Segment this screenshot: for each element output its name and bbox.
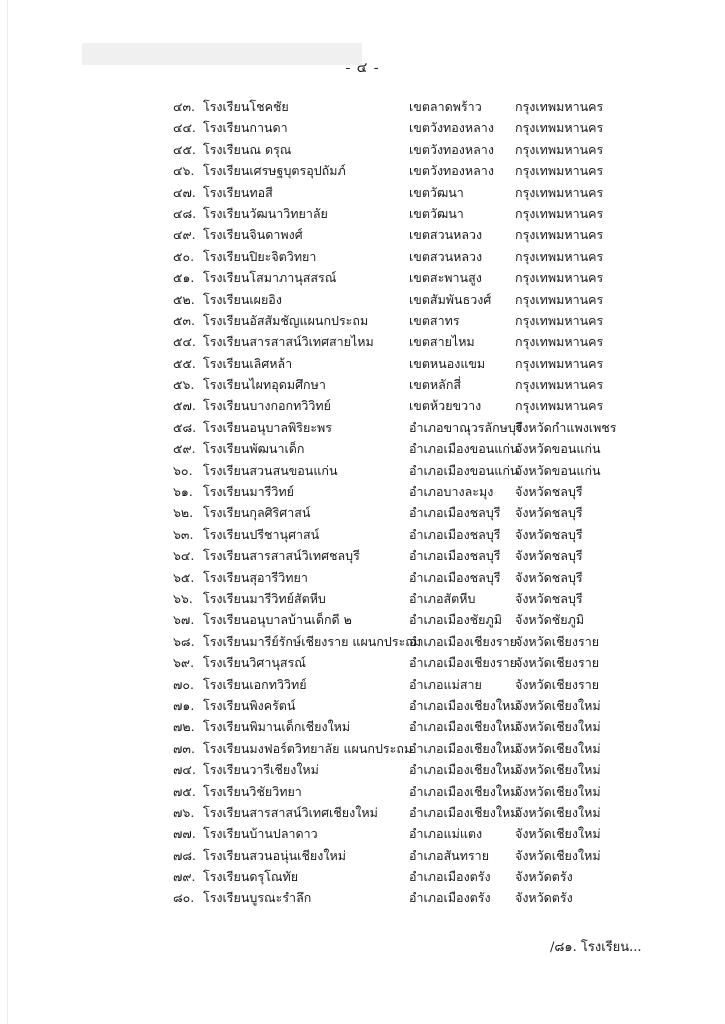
district-name: เขตวัฒนา: [409, 184, 464, 200]
item-number: ๕๕.: [173, 355, 196, 371]
school-name: โรงเรียนปรีชานุศาสน์: [203, 526, 320, 542]
school-list: [173, 96, 643, 909]
list-item: [173, 567, 643, 588]
school-name: โรงเรียนเผยอิง: [203, 291, 282, 307]
list-item: [173, 331, 643, 352]
item-number: ๖๙.: [173, 655, 195, 671]
list-item: [173, 887, 643, 908]
province-name: กรุงเทพมหานคร: [515, 398, 604, 414]
province-name: กรุงเทพมหานคร: [515, 291, 604, 307]
list-item: [173, 395, 643, 416]
province-name: จังหวัดเชียงใหม่: [515, 740, 601, 756]
item-number: ๖๕.: [173, 569, 195, 585]
district-name: เขตหลักสี่: [409, 377, 462, 393]
item-number: ๔๓.: [173, 99, 195, 114]
province-name: จังหวัดชลบุรี: [515, 505, 583, 521]
province-name: จังหวัดเชียงราย: [515, 655, 600, 671]
item-number: ๗๙.: [173, 869, 196, 885]
province-name: กรุงเทพมหานคร: [515, 184, 604, 200]
item-number: ๕๖.: [173, 377, 195, 393]
province-name: จังหวัดชลบุรี: [515, 590, 583, 606]
item-number: ๕๒.: [173, 291, 195, 307]
district-name: อำเภอเมืองชลบุรี: [409, 569, 501, 585]
province-name: จังหวัดเชียงใหม่: [515, 804, 601, 820]
school-name: โรงเรียนจินดาพงศ์: [203, 227, 303, 243]
item-number: ๗๕.: [173, 783, 196, 799]
province-name: กรุงเทพมหานคร: [515, 163, 604, 179]
district-name: อำเภอเมืองเชียงใหม่: [409, 697, 519, 713]
school-name: โรงเรียนสารสาสน์วิเทศสายไหม: [203, 334, 374, 350]
school-name: โรงเรียนอัสสัมชัญแผนกประถม: [203, 312, 369, 328]
province-name: จังหวัดชลบุรี: [515, 526, 583, 542]
list-item: [173, 353, 643, 374]
item-number: ๖๓.: [173, 526, 194, 542]
item-number: ๗๐.: [173, 676, 195, 692]
list-item: [173, 823, 643, 844]
school-name: โรงเรียนบ้านปลาดาว: [203, 826, 318, 842]
district-name: อำเภอเมืองเชียงใหม่: [409, 740, 519, 756]
list-item: [173, 438, 643, 459]
district-name: เขตวังทองหลาง: [409, 120, 494, 136]
item-number: ๖๖.: [173, 590, 193, 606]
school-name: โรงเรียนบางกอกทวิวิทย์: [203, 398, 331, 414]
item-number: ๕๔.: [173, 334, 196, 350]
province-name: กรุงเทพมหานคร: [515, 334, 604, 350]
school-name: โรงเรียนมารีย์รักษ์เชียงราย แผนกประถม: [203, 633, 422, 649]
district-name: เขตวังทองหลาง: [409, 163, 494, 179]
item-number: ๗๓.: [173, 740, 195, 756]
school-name: โรงเรียนสวนสนขอนแก่น: [203, 462, 338, 478]
item-number: ๗๒.: [173, 719, 195, 735]
item-number: ๗๖.: [173, 804, 195, 820]
district-name: อำเภอสันทราย: [409, 847, 490, 863]
school-name: โรงเรียนสารสาสน์วิเทศเชียงใหม่: [203, 804, 378, 820]
province-name: จังหวัดเชียงใหม่: [515, 783, 601, 799]
item-number: ๔๘.: [173, 205, 197, 221]
continuation-footer: /๘๑. โรงเรียน...: [550, 940, 642, 955]
district-name: อำเภอแม่สาย: [409, 676, 482, 692]
district-name: อำเภอเมืองเชียงใหม่: [409, 804, 519, 820]
district-name: อำเภอสัตหีบ: [409, 590, 476, 606]
school-name: โรงเรียนกานดา: [203, 120, 288, 136]
school-name: โรงเรียนอนุบาลพิริยะพร: [203, 419, 332, 435]
school-name: โรงเรียนวารีเชียงใหม่: [203, 762, 319, 778]
district-name: เขตวังทองหลาง: [409, 141, 494, 157]
district-name: เขตสัมพันธวงศ์: [409, 291, 492, 307]
list-item: [173, 759, 643, 780]
school-name: โรงเรียนวิศานุสรณ์: [203, 655, 306, 671]
list-item: [173, 545, 643, 566]
province-name: กรุงเทพมหานคร: [515, 248, 604, 264]
district-name: อำเภอเมืองตรัง: [409, 890, 491, 906]
school-name: โรงเรียนมงฟอร์ตวิทยาลัย แผนกประถม: [203, 740, 413, 756]
item-number: ๖๑.: [173, 484, 193, 500]
school-name: โรงเรียนโสมาภานุสสรณ์: [203, 270, 337, 286]
item-number: ๔๔.: [173, 120, 196, 136]
item-number: ๗๑.: [173, 697, 195, 713]
province-name: จังหวัดชลบุรี: [515, 569, 583, 585]
item-number: ๗๔.: [173, 762, 196, 778]
province-name: กรุงเทพมหานคร: [515, 205, 604, 221]
district-name: อำเภอเมืองชลบุรี: [409, 548, 501, 564]
item-number: ๔๖.: [173, 163, 195, 179]
list-item: [173, 674, 643, 695]
province-name: กรุงเทพมหานคร: [515, 355, 604, 371]
item-number: ๕๑.: [173, 270, 195, 286]
item-number: ๗๗.: [173, 826, 196, 842]
list-item: [173, 781, 643, 802]
list-item: [173, 631, 643, 652]
district-name: อำเภอเมืองขอนแก่น: [409, 462, 519, 478]
province-name: กรุงเทพมหานคร: [515, 377, 604, 393]
district-name: เขตสายไหม: [409, 334, 475, 350]
page-number: - ๔ -: [345, 60, 380, 76]
school-name: โรงเรียนเลิศหล้า: [203, 355, 293, 371]
province-name: จังหวัดเชียงราย: [515, 633, 600, 649]
district-name: อำเภอเมืองเชียงใหม่: [409, 762, 519, 778]
province-name: จังหวัดขอนแก่น: [515, 462, 601, 478]
province-name: จังหวัดเชียงใหม่: [515, 847, 601, 863]
list-item: [173, 224, 643, 245]
item-number: ๖๘.: [173, 633, 195, 649]
school-name: โรงเรียนไผทอุดมศึกษา: [203, 377, 326, 393]
school-name: โรงเรียนบูรณะรำลึก: [203, 890, 312, 906]
province-name: จังหวัดชลบุรี: [515, 484, 583, 500]
school-name: โรงเรียนพิงครัตน์: [203, 697, 296, 713]
district-name: เขตห้วยขวาง: [409, 398, 482, 414]
list-item: [173, 182, 643, 203]
school-name: โรงเรียนณ ดรุณ: [203, 141, 292, 157]
school-name: โรงเรียนพิมานเด็กเชียงใหม่: [203, 719, 351, 735]
district-name: เขตสะพานสูง: [409, 270, 482, 286]
province-name: กรุงเทพมหานคร: [515, 120, 604, 136]
district-name: อำเภอเมืองเชียงราย: [409, 655, 517, 671]
list-item: [173, 117, 643, 138]
school-name: โรงเรียนสุอารีวิทยา: [203, 569, 308, 585]
item-number: ๕๓.: [173, 312, 195, 328]
school-name: โรงเรียนอนุบาลบ้านเด็กดี ๒: [203, 612, 352, 628]
province-name: จังหวัดกำแพงเพชร: [515, 419, 617, 435]
item-number: ๘๐.: [173, 890, 195, 906]
school-name: โรงเรียนดรุโณทัย: [203, 869, 299, 885]
district-name: เขตสาทร: [409, 312, 460, 328]
list-item: [173, 481, 643, 502]
list-item: [173, 716, 643, 737]
item-number: ๗๘.: [173, 847, 197, 863]
list-item: [173, 139, 643, 160]
item-number: ๔๗.: [173, 184, 196, 200]
item-number: ๕๘.: [173, 419, 197, 435]
province-name: กรุงเทพมหานคร: [515, 270, 604, 286]
province-name: กรุงเทพมหานคร: [515, 99, 604, 114]
school-name: โรงเรียนปิยะจิตวิทยา: [203, 248, 317, 264]
list-item: [173, 524, 643, 545]
district-name: อำเภอเมืองเชียงใหม่: [409, 783, 519, 799]
school-name: โรงเรียนสารสาสน์วิเทศชลบุรี: [203, 548, 360, 564]
district-name: เขตวัฒนา: [409, 205, 464, 221]
list-item: [173, 460, 643, 481]
list-item: [173, 652, 643, 673]
district-name: อำเภอขาณุวรลักษบุรี: [409, 419, 523, 435]
province-name: กรุงเทพมหานคร: [515, 312, 604, 328]
district-name: อำเภอแม่แตง: [409, 826, 483, 842]
district-name: เขตหนองแขม: [409, 355, 486, 371]
item-number: ๔๙.: [173, 227, 196, 243]
list-item: [173, 246, 643, 267]
district-name: อำเภอบางละมุง: [409, 484, 494, 500]
province-name: จังหวัดขอนแก่น: [515, 441, 601, 457]
school-name: โรงเรียนมารีวิทย์สัตหีบ: [203, 590, 326, 606]
district-name: อำเภอเมืองเชียงใหม่: [409, 719, 519, 735]
district-name: อำเภอเมืองชลบุรี: [409, 505, 501, 521]
list-item: [173, 866, 643, 887]
district-name: อำเภอเมืองขอนแก่น: [409, 441, 519, 457]
list-item: [173, 203, 643, 224]
item-number: ๔๕.: [173, 141, 196, 157]
item-number: ๖๗.: [173, 612, 195, 628]
list-item: [173, 588, 643, 609]
item-number: ๖๒.: [173, 505, 194, 521]
province-name: กรุงเทพมหานคร: [515, 141, 604, 157]
school-name: โรงเรียนวัฒนาวิทยาลัย: [203, 205, 328, 221]
list-item: [173, 267, 643, 288]
list-item: [173, 845, 643, 866]
list-item: [173, 374, 643, 395]
list-item: [173, 310, 643, 331]
list-item: [173, 417, 643, 438]
district-name: อำเภอเมืองชัยภูมิ: [409, 612, 502, 628]
district-name: อำเภอเมืองชลบุรี: [409, 526, 501, 542]
list-item: [173, 96, 643, 117]
province-name: จังหวัดเชียงใหม่: [515, 719, 601, 735]
province-name: จังหวัดเชียงใหม่: [515, 826, 601, 842]
list-item: [173, 802, 643, 823]
province-name: จังหวัดเชียงใหม่: [515, 697, 601, 713]
school-name: โรงเรียนเอกทวิวิทย์: [203, 676, 307, 692]
item-number: ๕๐.: [173, 248, 195, 264]
district-name: เขตสวนหลวง: [409, 248, 483, 264]
list-item: [173, 289, 643, 310]
district-name: เขตสวนหลวง: [409, 227, 483, 243]
province-name: จังหวัดตรัง: [515, 869, 573, 885]
scan-edge-line: [7, 0, 8, 1024]
province-name: จังหวัดเชียงใหม่: [515, 762, 601, 778]
list-item: [173, 160, 643, 181]
list-item: [173, 738, 643, 759]
list-item: [173, 609, 643, 630]
province-name: จังหวัดชัยภูมิ: [515, 612, 585, 628]
province-name: จังหวัดชลบุรี: [515, 548, 583, 564]
district-name: อำเภอเมืองตรัง: [409, 869, 491, 885]
list-item: [173, 695, 643, 716]
school-name: โรงเรียนมารีวิทย์: [203, 484, 294, 500]
item-number: ๕๗.: [173, 398, 196, 414]
school-name: โรงเรียนเศรษฐบุตรอุปถัมภ์: [203, 163, 346, 179]
school-name: โรงเรียนวิชัยวิทยา: [203, 783, 302, 799]
school-name: โรงเรียนทอสี: [203, 184, 273, 200]
item-number: ๕๙.: [173, 441, 196, 457]
school-name: โรงเรียนพัฒนาเด็ก: [203, 441, 305, 457]
province-name: กรุงเทพมหานคร: [515, 227, 604, 243]
province-name: จังหวัดตรัง: [515, 890, 573, 906]
school-name: โรงเรียนกุลศิริศาสน์: [203, 505, 311, 521]
district-name: เขตลาดพร้าว: [409, 99, 482, 114]
school-name: โรงเรียนโชคชัย: [203, 99, 289, 114]
item-number: ๖๐.: [173, 462, 193, 478]
item-number: ๖๔.: [173, 548, 195, 564]
school-name: โรงเรียนสวนอนุ่นเชียงใหม่: [203, 847, 346, 863]
district-name: อำเภอเมืองเชียงราย: [409, 633, 517, 649]
list-item: [173, 502, 643, 523]
province-name: จังหวัดเชียงราย: [515, 676, 600, 692]
